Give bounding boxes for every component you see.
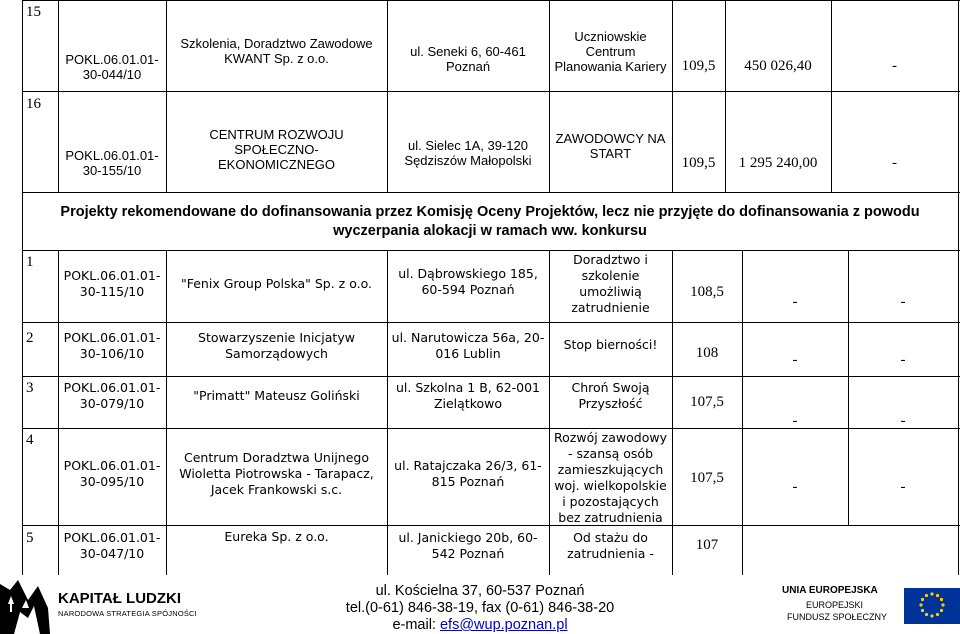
row-number: 5	[26, 530, 34, 546]
project-title: ZAWODOWCY NA START	[555, 131, 666, 161]
applicant-name: "Fenix Group Polska" Sp. z o.o.	[180, 276, 373, 291]
row-number: 1	[26, 254, 34, 270]
dash: -	[792, 413, 798, 429]
applicant-name: Stowarzyszenie Inicjatyw Samorządowych	[198, 330, 355, 361]
footer-phone: tel.(0-61) 846-38-19, fax (0-61) 846-38-20	[345, 600, 615, 616]
dash: -	[900, 352, 906, 368]
applicant-address: ul. Seneki 6, 60-461 Poznań	[410, 44, 526, 74]
applicant-address: ul. Janickiego 20b, 60- 542 Poznań	[398, 530, 538, 561]
score: 107	[695, 537, 719, 553]
dash: -	[900, 413, 906, 429]
project-title: Doradztwo i szkolenie umożliwią zatrudnienie	[571, 252, 650, 315]
project-title: Rozwój zawodowy - szansą osób zamieszkujących woj. wielkopolskie i pozostających bez zatrudnienia	[554, 430, 667, 525]
project-number: POKL.06.01.01- 30-095/10	[63, 458, 161, 489]
project-title: Stop bierności!	[563, 337, 658, 352]
applicant-address: ul. Szkolna 1 B, 62-001 Zielątkowo	[395, 380, 541, 411]
project-number: POKL.06.01.01- 30-115/10	[63, 268, 161, 299]
dash: -	[792, 352, 798, 368]
applicant-address: ul. Dąbrowskiego 185, 60-594 Poznań	[398, 266, 538, 297]
row-number: 3	[26, 380, 34, 396]
applicant-address: ul. Ratajczaka 26/3, 61- 815 Poznań	[394, 458, 542, 489]
dash: -	[792, 479, 798, 495]
project-title: Uczniowskie Centrum Planowania Kariery	[554, 29, 667, 74]
dash: -	[792, 294, 798, 310]
logo-title: KAPITAŁ LUDZKI	[58, 590, 182, 607]
applicant-name: Centrum Doradztwa Unijnego Wioletta Piotrowska - Tarapacz, Jacek Frankowski s.c.	[179, 450, 374, 497]
applicant-address: ul. Narutowicza 56a, 20- 016 Lublin	[391, 330, 545, 361]
section-heading: Projekty rekomendowane do dofinansowania przez Komisję Oceny Projektów, lecz nie przyjęte do dofinansowania z powodu wyczerpania alokacji w ramach ww. konkursu	[60, 204, 920, 239]
logo-subtitle: NARODOWA STRATEGIA SPÓJNOŚCI	[58, 609, 197, 618]
project-number: POKL.06.01.01- 30-044/10	[65, 52, 159, 82]
email-label: e-mail:	[392, 617, 440, 633]
applicant-name: Szkolenia, Doradztwo Zawodowe KWANT Sp. z o.o.	[180, 36, 373, 66]
amount: 1 295 240,00	[738, 155, 818, 171]
project-number: POKL.06.01.01- 30-155/10	[65, 148, 159, 178]
amount: 450 026,40	[744, 58, 812, 74]
eu-logo	[782, 583, 960, 631]
eu-logo-line2: EUROPEJSKI	[806, 600, 864, 610]
applicant-address: ul. Sielec 1A, 39-120 Sędziszów Małopolski	[404, 138, 532, 168]
row-number: 4	[26, 432, 34, 448]
row-number: 2	[26, 330, 34, 346]
applicant-name: CENTRUM ROZWOJU SPOŁECZNO- EKONOMICZNEGO	[209, 127, 344, 172]
eu-logo-line1: UNIA EUROPEJSKA	[782, 585, 878, 596]
project-number: POKL.06.01.01- 30-047/10	[63, 530, 161, 561]
dash: -	[900, 294, 906, 310]
row-number: 16	[26, 96, 41, 112]
applicant-name: Eureka Sp. z o.o.	[224, 529, 329, 544]
project-title: Od stażu do zatrudnienia -	[567, 530, 654, 561]
row-number: 15	[26, 4, 41, 20]
project-number: POKL.06.01.01- 30-106/10	[63, 330, 161, 361]
score: 109,5	[681, 58, 716, 74]
score: 107,5	[690, 470, 724, 486]
project-title: Chroń Swoją Przyszłość	[571, 380, 650, 411]
score: 109,5	[681, 155, 716, 171]
dash: -	[892, 58, 897, 74]
dash: -	[892, 155, 897, 171]
footer-address: ul. Kościelna 37, 60-537 Poznań	[375, 583, 585, 599]
score: 107,5	[690, 394, 724, 410]
score: 108,5	[690, 284, 724, 300]
score: 108	[695, 345, 719, 361]
email-link[interactable]: efs@wup.poznan.pl	[439, 617, 568, 633]
eu-logo-line3: FUNDUSZ SPOŁECZNY	[787, 612, 888, 622]
applicant-name: "Primatt" Mateusz Goliński	[193, 388, 360, 403]
dash: -	[900, 479, 906, 495]
project-number: POKL.06.01.01- 30-079/10	[63, 380, 161, 411]
eu-flag-icon	[904, 588, 960, 624]
